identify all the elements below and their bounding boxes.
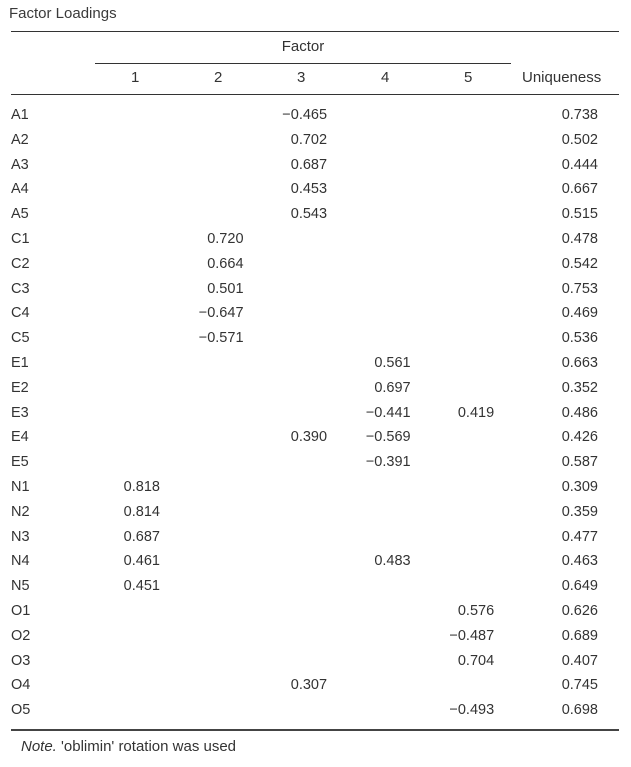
- loading-factor-3: [244, 450, 328, 475]
- variable-name: E1: [11, 354, 29, 371]
- table-row: [11, 301, 619, 326]
- table-row: [11, 425, 619, 450]
- table-row: [11, 376, 619, 401]
- table-row: [11, 326, 619, 351]
- loading-factor-5: [411, 177, 495, 202]
- loading-factor-3: [244, 500, 328, 525]
- loading-factor-5: [411, 326, 495, 351]
- variable-name: E4: [11, 429, 29, 446]
- table-row: [11, 673, 619, 698]
- table-row: [11, 401, 619, 426]
- uniqueness-value: 0.753: [561, 280, 598, 297]
- loading-factor-2: [160, 153, 244, 178]
- table-row: [11, 599, 619, 624]
- table-row: [11, 698, 619, 723]
- loading-factor-3: [244, 649, 328, 674]
- loading-factor-4: [327, 202, 411, 227]
- uniqueness-value: 0.649: [561, 578, 598, 595]
- loading-factor-1: [96, 252, 160, 277]
- table-row: [11, 252, 619, 277]
- variable-name: O5: [11, 702, 31, 719]
- loading-factor-3: [244, 624, 328, 649]
- uniqueness-value: 0.663: [561, 354, 598, 371]
- loading-factor-3: [244, 301, 328, 326]
- loading-factor-5: −0.487: [449, 627, 495, 644]
- loading-factor-5: [411, 153, 495, 178]
- loading-factor-2: 0.664: [207, 255, 244, 272]
- uniqueness-value: 0.426: [561, 429, 598, 446]
- uniqueness-value: 0.478: [561, 230, 598, 247]
- loading-factor-2: [160, 450, 244, 475]
- loading-factor-3: [244, 549, 328, 574]
- loading-factor-4: −0.441: [365, 404, 411, 421]
- table-row: [11, 351, 619, 376]
- loading-factor-4: [327, 177, 411, 202]
- loading-factor-4: 0.483: [374, 553, 411, 570]
- variable-name: C1: [11, 230, 30, 247]
- table-row: [11, 624, 619, 649]
- table-row: [11, 549, 619, 574]
- loading-factor-2: [160, 649, 244, 674]
- loading-factor-1: [96, 351, 160, 376]
- loading-factor-4: [327, 252, 411, 277]
- loading-factor-5: 0.576: [457, 602, 495, 619]
- loading-factor-4: [327, 649, 411, 674]
- loading-factor-5: [411, 549, 495, 574]
- loading-factor-5: 0.704: [457, 652, 495, 669]
- loading-factor-1: [96, 153, 160, 178]
- loading-factor-4: [327, 326, 411, 351]
- uniqueness-value: 0.587: [561, 454, 598, 471]
- uniqueness-value: 0.309: [561, 478, 598, 495]
- loading-factor-5: [411, 128, 495, 153]
- loading-factor-4: [327, 525, 411, 550]
- loading-factor-5: [411, 301, 495, 326]
- loading-factor-3: [244, 599, 328, 624]
- loading-factor-1: [96, 202, 160, 227]
- loading-factor-1: [96, 301, 160, 326]
- variable-name: C5: [11, 330, 30, 347]
- loading-factor-5: −0.493: [449, 702, 495, 719]
- variable-name: A1: [11, 107, 29, 123]
- loading-factor-1: [96, 326, 160, 351]
- variable-name: O2: [11, 627, 31, 644]
- uniqueness-value: 0.536: [561, 330, 598, 347]
- loading-factor-2: [160, 673, 244, 698]
- loading-factor-2: [160, 525, 244, 550]
- loading-factor-3: [244, 475, 328, 500]
- table-title: Factor Loadings: [9, 5, 117, 22]
- variable-name: N4: [11, 553, 30, 570]
- loading-factor-4: [327, 128, 411, 153]
- loading-factor-3: [244, 376, 328, 401]
- loading-factor-5: [411, 673, 495, 698]
- table-row: [11, 177, 619, 202]
- loading-factor-1: [96, 624, 160, 649]
- loading-factor-3: [244, 698, 328, 723]
- variable-name: E2: [11, 379, 29, 396]
- loading-factor-2: 0.501: [207, 280, 244, 297]
- loading-factor-3: 0.453: [290, 181, 328, 198]
- loading-factor-2: [160, 549, 244, 574]
- loading-factor-2: [160, 475, 244, 500]
- loading-factor-4: [327, 599, 411, 624]
- uniqueness-value: 0.477: [561, 528, 598, 545]
- column-header-factor-4: 4: [381, 69, 390, 86]
- table-row: [11, 202, 619, 227]
- loading-factor-5: [411, 450, 495, 475]
- loading-factor-1: [96, 450, 160, 475]
- top-rule: [11, 31, 619, 32]
- loading-factor-4: 0.561: [374, 354, 411, 371]
- loading-factor-2: −0.647: [198, 305, 244, 322]
- loading-factor-1: [96, 425, 160, 450]
- note-text: 'oblimin' rotation was used: [56, 738, 237, 755]
- loading-factor-3: 0.307: [290, 677, 328, 694]
- loading-factor-2: [160, 376, 244, 401]
- header-rule: [11, 94, 619, 95]
- table-row: [11, 103, 619, 128]
- loading-factor-2: [160, 128, 244, 153]
- table-note: [21, 738, 236, 755]
- loading-factor-1: [96, 128, 160, 153]
- loading-factor-3: 0.687: [290, 156, 328, 173]
- loading-factor-5: [411, 525, 495, 550]
- loading-factor-1: 0.461: [123, 553, 160, 570]
- loading-factor-5: [411, 475, 495, 500]
- loading-factor-4: [327, 227, 411, 252]
- variable-name: N2: [11, 503, 30, 520]
- uniqueness-value: 0.359: [561, 503, 598, 520]
- variable-name: N3: [11, 528, 30, 545]
- table-row: [11, 649, 619, 674]
- loading-factor-1: [96, 673, 160, 698]
- factor-loadings-table: [11, 103, 619, 723]
- variable-name: C4: [11, 305, 30, 322]
- loading-factor-4: 0.697: [374, 379, 411, 396]
- loading-factor-3: [244, 252, 328, 277]
- variable-name: N5: [11, 578, 30, 595]
- loading-factor-2: [160, 574, 244, 599]
- uniqueness-value: 0.463: [561, 553, 598, 570]
- loading-factor-5: 0.419: [457, 404, 495, 421]
- uniqueness-value: 0.626: [561, 602, 598, 619]
- uniqueness-value: 0.469: [561, 305, 598, 322]
- loading-factor-5: [411, 425, 495, 450]
- loading-factor-3: 0.702: [290, 131, 328, 148]
- loading-factor-1: [96, 376, 160, 401]
- loading-factor-2: [160, 103, 244, 128]
- column-header-uniqueness: Uniqueness: [522, 69, 602, 86]
- variable-name: A5: [11, 206, 29, 223]
- loading-factor-4: −0.391: [365, 454, 411, 471]
- loading-factor-3: 0.390: [290, 429, 328, 446]
- uniqueness-value: 0.352: [561, 379, 598, 396]
- table-row: [11, 227, 619, 252]
- uniqueness-value: 0.502: [561, 131, 598, 148]
- loading-factor-2: [160, 177, 244, 202]
- loading-factor-4: −0.569: [365, 429, 411, 446]
- loading-factor-1: [96, 177, 160, 202]
- loading-factor-3: −0.465: [282, 107, 328, 123]
- table-row: [11, 153, 619, 178]
- loading-factor-3: 0.543: [290, 206, 328, 223]
- table-row: [11, 500, 619, 525]
- loading-factor-2: [160, 624, 244, 649]
- column-header-factor-3: 3: [297, 69, 306, 86]
- column-header-factor-1: 1: [131, 69, 140, 86]
- loading-factor-1: [96, 227, 160, 252]
- loading-factor-3: [244, 574, 328, 599]
- loading-factor-1: [96, 103, 160, 128]
- loading-factor-1: [96, 698, 160, 723]
- loading-factor-2: 0.720: [207, 230, 244, 247]
- variable-name: A3: [11, 156, 29, 173]
- variable-name: O3: [11, 652, 31, 669]
- variable-name: C3: [11, 280, 30, 297]
- loading-factor-2: [160, 202, 244, 227]
- loading-factor-5: [411, 351, 495, 376]
- variable-name: O1: [11, 602, 31, 619]
- loading-factor-2: [160, 599, 244, 624]
- loading-factor-5: [411, 227, 495, 252]
- factor-group-rule: [95, 63, 511, 64]
- factor-group-header: Factor: [281, 38, 325, 55]
- uniqueness-value: 0.407: [561, 652, 598, 669]
- table-row: [11, 574, 619, 599]
- loading-factor-1: [96, 401, 160, 426]
- uniqueness-value: 0.689: [561, 627, 598, 644]
- loading-factor-3: [244, 277, 328, 302]
- loading-factor-1: [96, 649, 160, 674]
- uniqueness-value: 0.738: [561, 107, 598, 123]
- loading-factor-3: [244, 525, 328, 550]
- loading-factor-4: [327, 153, 411, 178]
- loading-factor-1: 0.818: [123, 478, 160, 495]
- bottom-rule: [11, 729, 619, 731]
- loading-factor-2: [160, 351, 244, 376]
- uniqueness-value: 0.542: [561, 255, 598, 272]
- column-header-factor-5: 5: [464, 69, 473, 86]
- loading-factor-2: [160, 500, 244, 525]
- loading-factor-3: [244, 401, 328, 426]
- loading-factor-5: [411, 574, 495, 599]
- uniqueness-value: 0.667: [561, 181, 598, 198]
- loading-factor-5: [411, 500, 495, 525]
- loading-factor-2: [160, 425, 244, 450]
- uniqueness-value: 0.698: [561, 702, 598, 719]
- column-header-factor-2: 2: [214, 69, 223, 86]
- variable-name: N1: [11, 478, 30, 495]
- table-row: [11, 475, 619, 500]
- loading-factor-4: [327, 103, 411, 128]
- variable-name: O4: [11, 677, 31, 694]
- loading-factor-1: 0.687: [123, 528, 160, 545]
- loading-factor-4: [327, 624, 411, 649]
- uniqueness-value: 0.745: [561, 677, 598, 694]
- table-row: [11, 277, 619, 302]
- uniqueness-value: 0.444: [561, 156, 598, 173]
- loading-factor-4: [327, 673, 411, 698]
- table-row: [11, 450, 619, 475]
- loading-factor-5: [411, 376, 495, 401]
- loading-factor-3: [244, 326, 328, 351]
- variable-name: A2: [11, 131, 29, 148]
- loading-factor-4: [327, 698, 411, 723]
- loading-factor-3: [244, 351, 328, 376]
- loading-factor-1: [96, 599, 160, 624]
- loading-factor-5: [411, 103, 495, 128]
- uniqueness-value: 0.486: [561, 404, 598, 421]
- variable-name: C2: [11, 255, 30, 272]
- loading-factor-3: [244, 227, 328, 252]
- loading-factor-4: [327, 277, 411, 302]
- variable-name: E5: [11, 454, 29, 471]
- loading-factor-1: 0.814: [123, 503, 160, 520]
- loading-factor-2: [160, 698, 244, 723]
- loading-factor-5: [411, 277, 495, 302]
- loading-factor-4: [327, 475, 411, 500]
- uniqueness-value: 0.515: [561, 206, 598, 223]
- loading-factor-5: [411, 202, 495, 227]
- loading-factor-2: [160, 401, 244, 426]
- table-row: [11, 128, 619, 153]
- loading-factor-1: [96, 277, 160, 302]
- variable-name: A4: [11, 181, 29, 198]
- loading-factor-4: [327, 301, 411, 326]
- loading-factor-1: 0.451: [123, 578, 160, 595]
- note-label: Note.: [21, 738, 57, 755]
- loading-factor-4: [327, 500, 411, 525]
- loading-factor-5: [411, 252, 495, 277]
- loading-factor-2: −0.571: [198, 330, 244, 347]
- table-row: [11, 525, 619, 550]
- variable-name: E3: [11, 404, 29, 421]
- loading-factor-4: [327, 574, 411, 599]
